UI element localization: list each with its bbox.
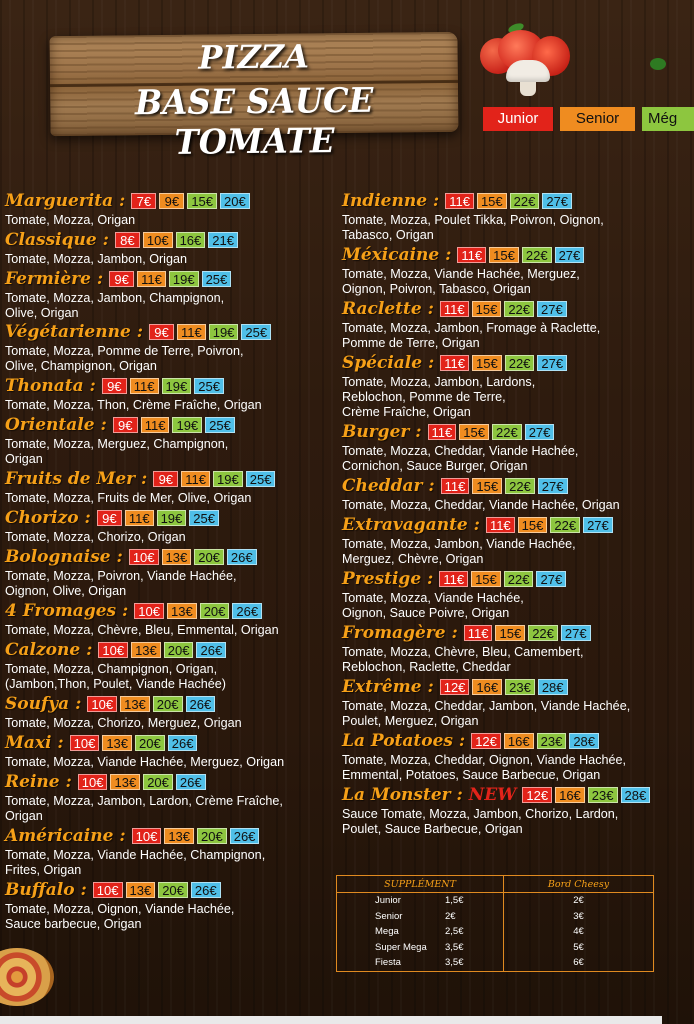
menu-item-header	[342, 475, 620, 497]
table-row	[337, 924, 654, 940]
size-senior: Senior	[560, 107, 635, 131]
price-list	[522, 787, 650, 803]
price-tag: 26€	[176, 774, 206, 790]
menu-item	[5, 268, 231, 321]
price-tag: 22€	[550, 517, 580, 533]
price-list	[109, 271, 231, 287]
price-list	[486, 517, 613, 533]
pizza-ingredients: Tomate, Mozza, Poivron, Viande Hachée, Oignon, Olive, Origan	[5, 569, 237, 598]
price-tag: 12€	[440, 679, 470, 695]
menu-item	[342, 784, 650, 837]
price-tag: 10€	[70, 735, 100, 751]
pizza-ingredients: Tomate, Mozza, Cheddar, Viande Hachée, Origan	[342, 498, 620, 512]
pizza-ingredients: Tomate, Mozza, Jambon, Lardons, Reblochon, Pomme de Terre, Crème Fraîche, Origan	[342, 375, 536, 419]
price-tag: 15€	[459, 424, 489, 440]
price-list	[113, 417, 235, 433]
price-tag: 25€	[246, 471, 276, 487]
price-tag: 9€	[153, 471, 178, 487]
price-tag: 25€	[202, 271, 232, 287]
menu-item	[5, 879, 234, 932]
menu-item-header	[5, 321, 271, 343]
supp-size: Mega	[375, 926, 399, 938]
price-tag: 19€	[213, 471, 243, 487]
pizza-name: Cheddar :	[342, 476, 435, 496]
price-tag: 23€	[588, 787, 618, 803]
price-list	[132, 828, 260, 844]
price-list	[440, 355, 567, 371]
page-title: PIZZA	[198, 37, 310, 77]
price-tag: 28€	[569, 733, 599, 749]
price-tag: 11€	[177, 324, 206, 340]
pizza-name: Américaine :	[5, 826, 126, 846]
price-tag: 15€	[472, 355, 502, 371]
menu-item	[5, 771, 283, 824]
price-list	[153, 471, 275, 487]
price-tag: 11€	[441, 478, 470, 494]
menu-item-header	[5, 190, 250, 212]
price-tag: 27€	[537, 301, 567, 317]
pizza-name: Bolognaise :	[5, 547, 123, 567]
price-tag: 13€	[162, 549, 192, 565]
price-tag: 21€	[208, 232, 238, 248]
price-tag: 9€	[149, 324, 174, 340]
pizza-ingredients: Tomate, Mozza, Viande Hachée, Merguez, Oignon, Poivron, Tabasco, Origan	[342, 267, 580, 296]
price-tag: 11€	[464, 625, 493, 641]
menu-item	[342, 622, 591, 675]
pizza-ingredients: Tomate, Mozza, Merguez, Champignon, Origan	[5, 437, 229, 466]
price-tag: 16€	[504, 733, 534, 749]
price-tag: 13€	[167, 603, 197, 619]
menu-item-header	[342, 352, 567, 374]
price-tag: 10€	[129, 549, 159, 565]
menu-item	[5, 414, 235, 467]
menu-item-header	[5, 507, 219, 529]
price-tag: 13€	[110, 774, 140, 790]
price-tag: 27€	[583, 517, 613, 533]
price-tag: 11€	[137, 271, 166, 287]
pizza-image	[0, 948, 54, 1006]
supp-size: Senior	[375, 910, 403, 922]
price-tag: 12€	[522, 787, 552, 803]
price-tag: 10€	[134, 603, 164, 619]
pizza-name: Soufya :	[5, 694, 82, 714]
price-tag: 22€	[492, 424, 522, 440]
pizza-ingredients: Tomate, Mozza, Viande Hachée, Oignon, Sauce Poivre, Origan	[342, 591, 524, 620]
price-tag: 10€	[93, 882, 123, 898]
menu-item-header	[5, 732, 284, 754]
price-tag: 25€	[189, 510, 219, 526]
pizza-ingredients: Tomate, Mozza, Jambon, Origan	[5, 252, 187, 266]
supp-price: 3,5€	[435, 940, 504, 956]
price-tag: 22€	[522, 247, 552, 263]
price-tag: 27€	[561, 625, 591, 641]
price-list	[149, 324, 271, 340]
pizza-name: 4 Fromages :	[5, 601, 129, 621]
supp-price: 2,5€	[435, 924, 504, 940]
pizza-ingredients: Tomate, Mozza, Chèvre, Bleu, Camembert, Reblochon, Raclette, Cheddar	[342, 645, 584, 674]
price-tag: 26€	[230, 828, 260, 844]
price-list	[78, 774, 206, 790]
cheesy-price: 6€	[573, 957, 584, 969]
price-tag: 28€	[538, 679, 568, 695]
price-list	[97, 510, 219, 526]
price-tag: 26€	[196, 642, 226, 658]
price-tag: 22€	[505, 478, 535, 494]
price-tag: 12€	[471, 733, 501, 749]
price-tag: 20€	[200, 603, 230, 619]
page-subtitle: BASE SAUCE TOMATE	[134, 80, 374, 163]
menu-item-header	[342, 784, 650, 806]
price-tag: 9€	[113, 417, 138, 433]
price-tag: 15€	[518, 517, 548, 533]
menu-item	[5, 507, 219, 545]
price-list	[87, 696, 215, 712]
menu-item-header	[342, 190, 604, 212]
price-tag: 15€	[477, 193, 507, 209]
price-tag: 13€	[131, 642, 161, 658]
table-row	[337, 909, 654, 925]
price-tag: 16€	[472, 679, 502, 695]
pizza-name: Reine :	[5, 772, 72, 792]
price-tag: 11€	[181, 471, 210, 487]
menu-item-header	[342, 421, 578, 443]
price-tag: 19€	[157, 510, 187, 526]
price-tag: 22€	[528, 625, 558, 641]
price-tag: 22€	[510, 193, 540, 209]
menu-item-header	[5, 639, 226, 661]
price-tag: 11€	[130, 378, 159, 394]
pizza-name: Extrême :	[342, 677, 434, 697]
menu-item-header	[342, 244, 584, 266]
price-tag: 22€	[504, 571, 534, 587]
menu-item-header	[5, 375, 262, 397]
menu-item	[5, 825, 265, 878]
size-mega: Még	[642, 107, 694, 131]
cheesy-price: 3€	[573, 910, 584, 922]
menu-item-header	[342, 730, 626, 752]
pizza-name: La Monster :	[342, 785, 463, 805]
price-list	[115, 232, 238, 248]
pizza-name: Fruits de Mer :	[5, 469, 148, 489]
price-tag: 15€	[495, 625, 525, 641]
menu-item	[5, 375, 262, 413]
price-list	[464, 625, 591, 641]
price-tag: 20€	[153, 696, 183, 712]
price-tag: 11€	[457, 247, 486, 263]
price-list	[457, 247, 584, 263]
menu-item-header	[342, 622, 591, 644]
price-tag: 27€	[525, 424, 555, 440]
pizza-ingredients: Tomate, Mozza, Poulet Tikka, Poivron, Oignon, Tabasco, Origan	[342, 213, 604, 242]
supp-price: 3,5€	[435, 955, 504, 971]
menu-item-header	[5, 414, 235, 436]
table-row	[337, 955, 654, 971]
price-tag: 8€	[115, 232, 140, 248]
supplement-table	[336, 875, 654, 972]
bottom-edge	[0, 1016, 662, 1024]
pizza-ingredients: Tomate, Mozza, Cheddar, Jambon, Viande Hachée, Poulet, Merguez, Origan	[342, 699, 631, 728]
menu-item	[5, 321, 271, 374]
menu-item-header	[342, 298, 600, 320]
menu-item-header	[5, 229, 238, 251]
price-tag: 13€	[102, 735, 132, 751]
pizza-ingredients: Tomate, Mozza, Cheddar, Oignon, Viande Hachée, Emmental, Potatoes, Sauce Barbecue, Origan	[342, 753, 626, 782]
price-tag: 22€	[505, 355, 535, 371]
price-tag: 23€	[537, 733, 567, 749]
menu-item	[342, 190, 604, 243]
price-tag: 11€	[486, 517, 515, 533]
menu-item	[342, 298, 600, 351]
price-tag: 7€	[131, 193, 156, 209]
price-list	[70, 735, 198, 751]
pizza-name: Végétarienne :	[5, 322, 143, 342]
pizza-ingredients: Tomate, Mozza, Origan	[5, 213, 136, 227]
price-list	[428, 424, 555, 440]
price-tag: 27€	[538, 478, 568, 494]
pizza-ingredients: Tomate, Mozza, Jambon, Lardon, Crème Fraîche, Origan	[5, 794, 283, 823]
title-plank	[49, 32, 458, 163]
cheesy-price: 4€	[573, 926, 584, 938]
menu-item	[342, 514, 613, 567]
price-tag: 13€	[164, 828, 194, 844]
cheesy-price: 5€	[573, 941, 584, 953]
price-tag: 19€	[162, 378, 192, 394]
new-badge: NEW	[468, 785, 517, 805]
price-tag: 9€	[97, 510, 122, 526]
menu-item-header	[5, 600, 279, 622]
pizza-ingredients: Tomate, Mozza, Cheddar, Viande Hachée, Cornichon, Sauce Burger, Origan	[342, 444, 579, 473]
menu-item	[5, 693, 242, 731]
price-tag: 11€	[428, 424, 457, 440]
price-tag: 20€	[158, 882, 188, 898]
pizza-ingredients: Sauce Tomate, Mozza, Jambon, Chorizo, Lardon, Poulet, Sauce Barbecue, Origan	[342, 807, 619, 836]
price-tag: 28€	[621, 787, 651, 803]
pizza-name: Prestige :	[342, 569, 434, 589]
pizza-name: Maxi :	[5, 733, 64, 753]
price-tag: 20€	[197, 828, 227, 844]
menu-item	[342, 568, 566, 621]
cheesy-price: 2€	[573, 895, 584, 907]
menu-item	[342, 421, 578, 474]
table-row	[337, 940, 654, 956]
price-tag: 10€	[78, 774, 108, 790]
price-list	[131, 193, 249, 209]
pizza-ingredients: Tomate, Mozza, Chorizo, Merguez, Origan	[5, 716, 242, 730]
pizza-name: Buffalo :	[5, 880, 87, 900]
pizza-ingredients: Tomate, Mozza, Chorizo, Origan	[5, 530, 186, 544]
price-list	[441, 478, 568, 494]
pizza-ingredients: Tomate, Mozza, Jambon, Champignon, Olive, Origan	[5, 291, 225, 320]
pizza-ingredients: Tomate, Mozza, Fruits de Mer, Olive, Origan	[5, 491, 252, 505]
price-tag: 20€	[143, 774, 173, 790]
menu-item-header	[5, 771, 283, 793]
price-tag: 27€	[542, 193, 572, 209]
pizza-name: Chorizo :	[5, 508, 91, 528]
menu-item-header	[5, 546, 257, 568]
menu-item	[342, 352, 567, 420]
menu-item-header	[342, 676, 630, 698]
price-tag: 26€	[232, 603, 262, 619]
price-tag: 15€	[472, 478, 502, 494]
menu-item-header	[5, 468, 275, 490]
pizza-ingredients: Tomate, Mozza, Champignon, Origan, (Jambon,Thon, Poulet, Viande Hachée)	[5, 662, 226, 691]
pizza-name: Raclette :	[342, 299, 434, 319]
size-legend	[483, 107, 694, 131]
price-tag: 26€	[186, 696, 216, 712]
price-tag: 15€	[489, 247, 519, 263]
price-tag: 15€	[471, 571, 501, 587]
price-list	[439, 571, 566, 587]
price-tag: 25€	[241, 324, 271, 340]
price-tag: 25€	[194, 378, 224, 394]
pizza-name: Indienne :	[342, 191, 440, 211]
price-tag: 11€	[440, 301, 469, 317]
pizza-name: Thonata :	[5, 376, 96, 396]
price-tag: 9€	[102, 378, 127, 394]
pizza-name: La Potatoes :	[342, 731, 466, 751]
price-list	[471, 733, 599, 749]
price-list	[129, 549, 257, 565]
price-tag: 23€	[505, 679, 535, 695]
price-tag: 16€	[176, 232, 206, 248]
price-tag: 11€	[439, 571, 468, 587]
pizza-ingredients: Tomate, Mozza, Chèvre, Bleu, Emmental, Origan	[5, 623, 279, 637]
pizza-name: Fromagère :	[342, 623, 458, 643]
pizza-name: Calzone :	[5, 640, 93, 660]
price-tag: 22€	[504, 301, 534, 317]
price-tag: 19€	[169, 271, 199, 287]
price-tag: 20€	[220, 193, 250, 209]
price-tag: 13€	[126, 882, 156, 898]
price-tag: 13€	[120, 696, 150, 712]
pizza-ingredients: Tomate, Mozza, Jambon, Fromage à Raclette, Pomme de Terre, Origan	[342, 321, 601, 350]
supp-price: 2€	[435, 909, 504, 925]
menu-item-header	[5, 268, 231, 290]
supp-size: Junior	[375, 895, 401, 907]
price-tag: 26€	[191, 882, 221, 898]
price-tag: 19€	[209, 324, 239, 340]
price-tag: 11€	[445, 193, 474, 209]
table-row	[337, 893, 654, 909]
pizza-ingredients: Tomate, Mozza, Oignon, Viande Hachée, Sauce barbecue, Origan	[5, 902, 235, 931]
price-tag: 20€	[194, 549, 224, 565]
price-list	[134, 603, 262, 619]
pizza-name: Extravagante :	[342, 515, 480, 535]
menu-item-header	[5, 693, 242, 715]
price-tag: 11€	[440, 355, 469, 371]
pizza-name: Burger :	[342, 422, 422, 442]
pizza-ingredients: Tomate, Mozza, Thon, Crème Fraîche, Origan	[5, 398, 262, 412]
menu-item	[5, 229, 238, 267]
cheesy-header: Bord Cheesy	[504, 876, 654, 893]
price-tag: 26€	[227, 549, 257, 565]
pizza-name: Orientale :	[5, 415, 107, 435]
menu-item	[5, 468, 275, 506]
price-tag: 10€	[132, 828, 162, 844]
price-list	[93, 882, 221, 898]
supp-size: Super Mega	[375, 941, 427, 953]
menu-item	[5, 732, 284, 770]
menu-item	[5, 190, 250, 228]
mushroom-icon	[506, 60, 550, 82]
basil-leaf-icon	[650, 58, 666, 70]
price-list	[445, 193, 572, 209]
pizza-name: Fermière :	[5, 269, 104, 289]
menu-item-header	[342, 568, 566, 590]
price-tag: 9€	[159, 193, 184, 209]
price-list	[98, 642, 226, 658]
pizza-ingredients: Tomate, Mozza, Pomme de Terre, Poivron, Olive, Champignon, Origan	[5, 344, 244, 373]
price-tag: 11€	[141, 417, 170, 433]
pizza-ingredients: Tomate, Mozza, Viande Hachée, Merguez, Origan	[5, 755, 285, 769]
pizza-name: Spéciale :	[342, 353, 435, 373]
price-tag: 27€	[537, 355, 567, 371]
menu-item	[5, 600, 279, 638]
price-tag: 19€	[172, 417, 202, 433]
menu-item-header	[5, 825, 265, 847]
price-tag: 10€	[98, 642, 128, 658]
price-tag: 25€	[205, 417, 235, 433]
pizza-ingredients: Tomate, Mozza, Viande Hachée, Champignon, Frites, Origan	[5, 848, 266, 877]
menu-item-header	[342, 514, 613, 536]
supp-price: 1,5€	[435, 893, 504, 909]
price-list	[440, 301, 567, 317]
price-tag: 10€	[143, 232, 173, 248]
size-junior: Junior	[483, 107, 553, 131]
menu-item	[5, 639, 226, 692]
supplement-header: SUPPLÉMENT	[337, 876, 504, 893]
price-tag: 16€	[555, 787, 585, 803]
price-tag: 20€	[164, 642, 194, 658]
price-list	[440, 679, 568, 695]
price-tag: 9€	[109, 271, 134, 287]
menu-item	[342, 730, 626, 783]
price-tag: 26€	[168, 735, 198, 751]
pizza-ingredients: Tomate, Mozza, Jambon, Viande Hachée, Merguez, Chèvre, Origan	[342, 537, 576, 566]
pizza-name: Marguerita :	[5, 191, 126, 211]
price-tag: 10€	[87, 696, 117, 712]
menu-item-header	[5, 879, 234, 901]
price-tag: 11€	[125, 510, 154, 526]
price-tag: 27€	[536, 571, 566, 587]
price-list	[102, 378, 224, 394]
pizza-name: Méxicaine :	[342, 245, 452, 265]
menu-item	[342, 475, 620, 513]
price-tag: 15€	[472, 301, 502, 317]
menu-item	[342, 244, 584, 297]
menu-item	[5, 546, 257, 599]
menu-item	[342, 676, 630, 729]
pizza-name: Classique :	[5, 230, 109, 250]
price-tag: 15€	[187, 193, 217, 209]
supp-size: Fiesta	[375, 957, 401, 969]
price-tag: 20€	[135, 735, 165, 751]
price-tag: 27€	[555, 247, 585, 263]
